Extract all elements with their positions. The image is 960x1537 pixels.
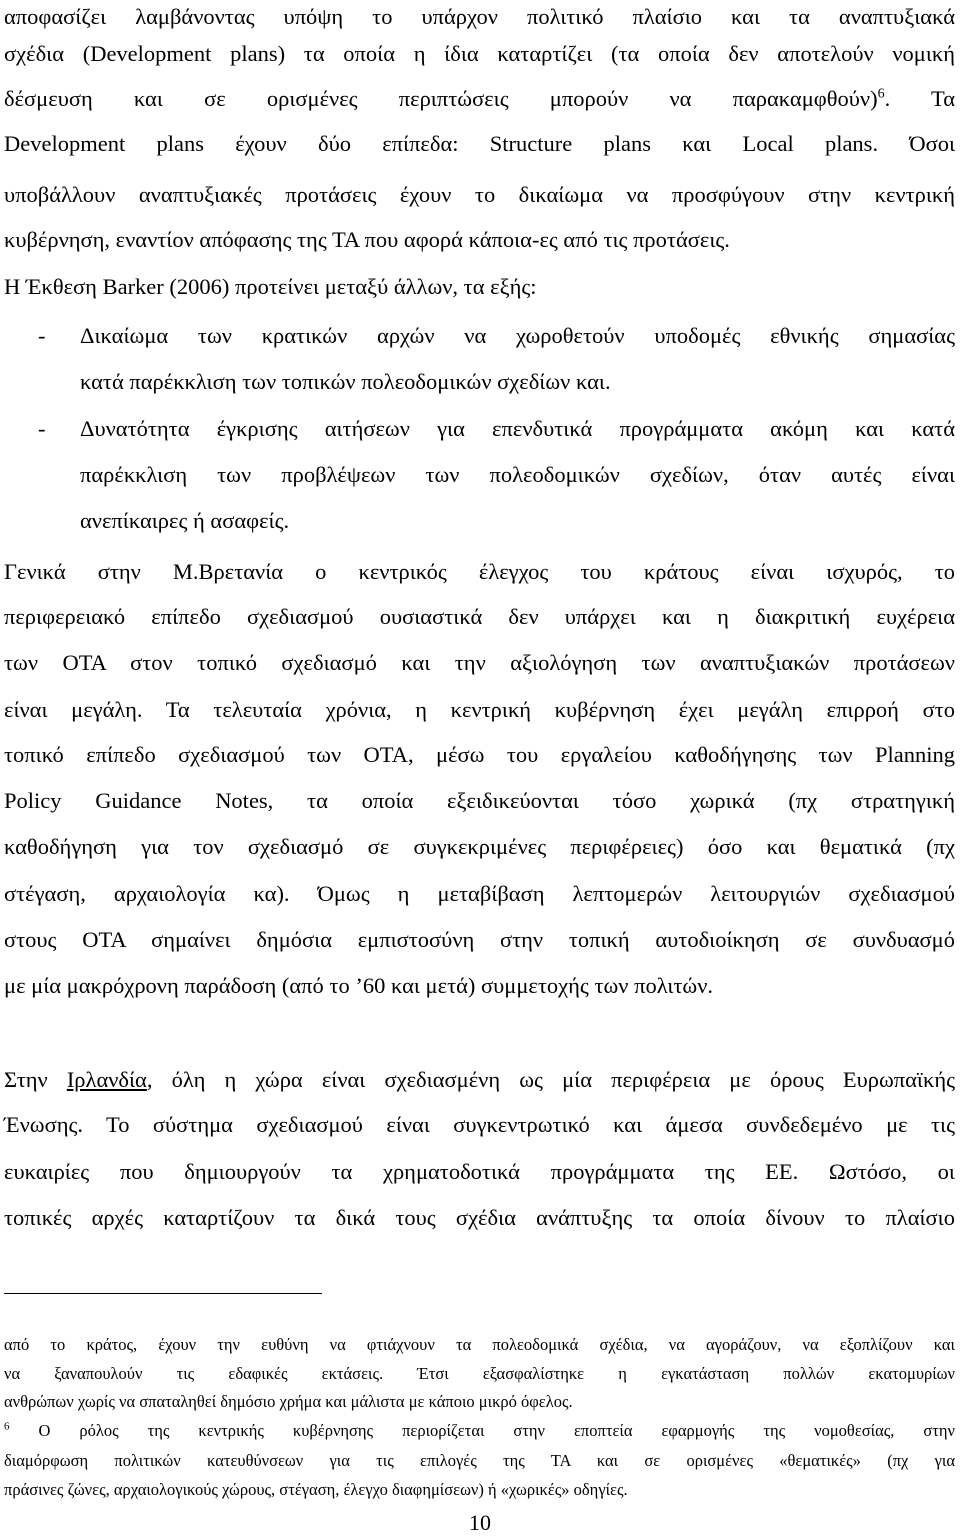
body-line: Στην Ιρλανδία, όλη η χώρα είναι σχεδιασμένη ως μία περιφέρεια με όρους Ευρωπαϊκής <box>4 1067 955 1092</box>
body-line: σχέδια (Development plans) τα οποία η ίδια καταρτίζει (τα οποία δεν αποτελούν νομική <box>4 41 955 66</box>
body-line: αποφασίζει λαμβάνοντας υπόψη το υπάρχον πολιτικό πλαίσιο και τα αναπτυξιακά <box>4 4 955 29</box>
body-line: με μία μακρόχρονη παράδοση (από το ’60 και μετά) συμμετοχής των πολιτών. <box>4 973 714 998</box>
body-line: Ένωσης. Το σύστημα σχεδιασμού είναι συγκεντρωτικό και άμεσα συνδεδεμένο με τις <box>4 1112 955 1137</box>
list-item-line: Δυνατότητα έγκρισης αιτήσεων για επενδυτικά προγράμματα ακόμη και κατά <box>80 416 955 441</box>
footnote-separator <box>4 1293 322 1294</box>
country-link[interactable]: Ιρλανδία <box>66 1067 147 1092</box>
body-line: υποβάλλουν αναπτυξιακές προτάσεις έχουν το δικαίωμα να προσφύγουν στην κεντρική <box>4 182 955 207</box>
list-item-line: Δικαίωμα των κρατικών αρχών να χωροθετούν υποδομές εθνικής σημασίας <box>80 323 955 348</box>
body-line: ευκαιρίες που δημιουργούν τα χρηματοδοτικά προγράμματα της ΕΕ. Ωστόσο, οι <box>4 1159 955 1184</box>
list-bullet-marker: - <box>38 323 46 348</box>
footnote-line: διαμόρφωση πολιτικών κατευθύνσεων για τις επιλογές της ΤΑ και σε ορισμένες «θεματικές» (πχ για <box>4 1451 955 1470</box>
footnote-line: πράσινες ζώνες, αρχαιολογικούς χώρους, στέγαση, έλεγχο διαφημίσεων) ή «χωρικές» οδηγίες. <box>4 1480 628 1499</box>
body-line: καθοδήγηση για τον σχεδιασμό σε συγκεκριμένες περιφέρειες) όσο και θεματικά (πχ <box>4 834 955 859</box>
body-line: στους ΟΤΑ σημαίνει δημόσια εμπιστοσύνη στην τοπική αυτοδιοίκηση σε συνδυασμό <box>4 927 955 952</box>
footnote-reference[interactable]: 6 <box>877 86 885 102</box>
page-number: 10 <box>469 1510 491 1535</box>
body-line: Η Έκθεση Barker (2006) προτείνει μεταξύ άλλων, τα εξής: <box>4 274 537 299</box>
footnote-line: να ξαναπουλούν τις εδαφικές εκτάσεις. Έτσι εξασφαλίστηκε η εγκατάσταση πολλών εκατομυρίων <box>4 1364 955 1383</box>
body-line: είναι μεγάλη. Τα τελευταία χρόνια, η κεντρική κυβέρνηση έχει μεγάλη επιρροή στο <box>4 697 955 722</box>
body-line: στέγαση, αρχαιολογία κα). Όμως η μεταβίβαση λεπτομερών λειτουργιών σχεδιασμού <box>4 881 955 906</box>
body-line: κυβέρνηση, εναντίον απόφασης της ΤΑ που αφορά κάποια-ες από τις προτάσεις. <box>4 227 730 252</box>
footnote-line: $^6$ Ο ρόλος της κεντρικής κυβέρνησης περιορίζεται στην εποπτεία εφαρμογής της νομοθεσίας, στην <box>4 1420 955 1440</box>
body-line: τοπικό επίπεδο σχεδιασμού των ΟΤΑ, μέσω του εργαλείου καθοδήγησης των Planning <box>4 742 955 767</box>
body-line: δέσμευση και σε ορισμένες περιπτώσεις μπορούν να παρακαμφθούν)$^6$. Τα <box>4 86 956 111</box>
body-line: περιφερειακό επίπεδο σχεδιασμού ουσιαστικά δεν υπάρχει και η διακριτική ευχέρεια <box>4 604 955 629</box>
list-bullet-marker: - <box>38 416 46 441</box>
footnote-line: από το κράτος, έχουν την ευθύνη να φτιάχνουν τα πολεοδομικά σχέδια, να αγοράζουν, να εξοπλίζουν και <box>4 1335 955 1354</box>
footnote-marker: 6 <box>4 1420 10 1433</box>
body-line: Development plans έχουν δύο επίπεδα: Structure plans και Local plans. Όσοι <box>4 131 955 156</box>
body-line: των ΟΤΑ στον τοπικό σχεδιασμό και την αξιολόγηση των αναπτυξιακών προτάσεων <box>4 650 955 675</box>
body-line: τοπικές αρχές καταρτίζουν τα δικά τους σχέδια ανάπτυξης τα οποία δίνουν το πλαίσιο <box>4 1205 955 1230</box>
list-item-line: κατά παρέκκλιση των τοπικών πολεοδομικών σχεδίων και. <box>80 369 611 394</box>
list-item-line: ανεπίκαιρες ή ασαφείς. <box>80 508 290 533</box>
body-line: Γενικά στην Μ.Βρετανία ο κεντρικός έλεγχος του κράτους είναι ισχυρός, το <box>4 559 955 584</box>
list-item-line: παρέκκλιση των προβλέψεων των πολεοδομικών σχεδίων, όταν αυτές είναι <box>80 462 955 487</box>
footnote-line: ανθρώπων χωρίς να σπαταληθεί δημόσιο χρήμα και μάλιστα με κάποιο μικρό όφελος. <box>4 1392 573 1411</box>
body-line: Policy Guidance Notes, τα οποία εξειδικεύονται τόσο χωρικά (πχ στρατηγική <box>4 788 955 813</box>
